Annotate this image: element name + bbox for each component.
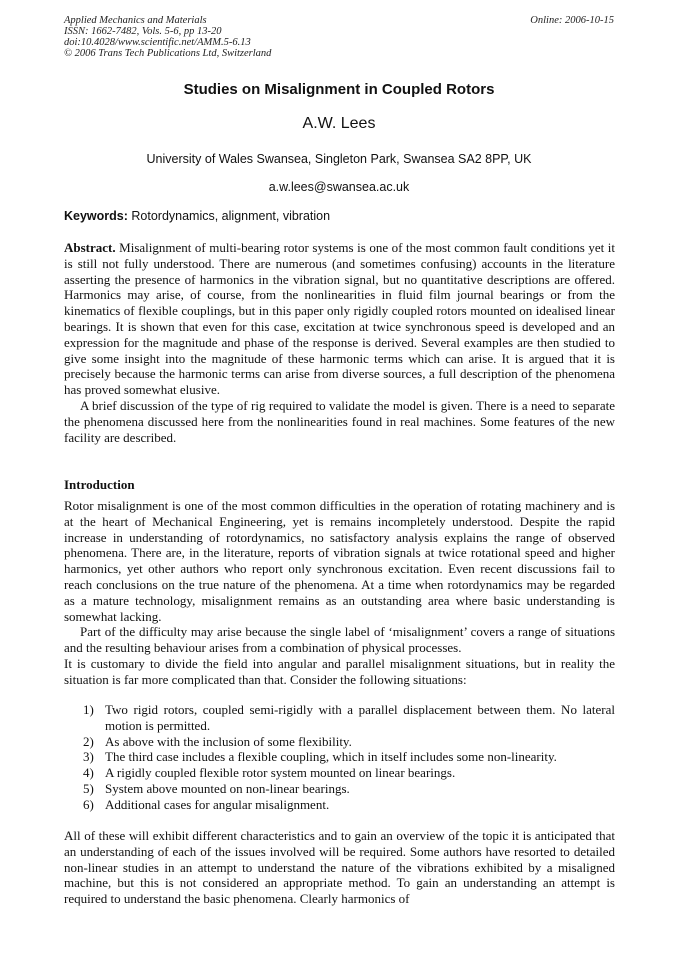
list-item-number: 5) [83, 780, 94, 796]
abstract-label: Abstract. [64, 240, 116, 255]
situations-list [64, 702, 615, 813]
list-item-number: 4) [83, 765, 94, 781]
closing-paragraph: All of these will exhibit different characteristics and to gain an overview of the topic it is anticipated that an understanding of each of the issues involved will be required. Some authors have resorted to detailed non-linear studies in an attempt to understand the nature of the vibrations exhibited by a misaligned machine, but this is not considered an appropriate method. To gain an understanding an attempt is required to understand the basic phenomena. Clearly harmonics of [64, 828, 615, 907]
journal-name: Applied Mechanics and Materials [64, 15, 207, 26]
abstract-paragraph-2: A brief discussion of the type of rig required to validate the model is given. There is a need to separate the phenomena discussed here from the nonlinearities found in real machines. Some features of the new facility are described. [64, 397, 615, 445]
introduction-heading: Introduction [64, 477, 135, 492]
online-date: Online: 2006-10-15 [530, 15, 614, 26]
list-item-number: 3) [83, 749, 94, 765]
list-item-text: System above mounted on non-linear bearings. [105, 780, 350, 796]
author-affiliation: University of Wales Swansea, Singleton Park, Swansea SA2 8PP, UK [146, 152, 532, 166]
list-item [64, 702, 615, 734]
abstract-text-1: Misalignment of multi-bearing rotor systems is one of the most common fault conditions yet it is still not fully understood. There are numerous (and sometimes confusing) accounts in the literature asserting the presence of harmonics in the vibration signal, but no quantitative descriptions are offered. Harmonics may arise, of course, from the nonlinearities in fluid film journal bearings or from the kinematics of flexible couplings, but in this paper only rigidly coupled rotors mounted on idealised linear bearings. It is shown that even for this case, excitation at twice synchronous speed is developed and an expression for the magnitude and phase of the response is derived. Several examples are then studied to give some insight into the magnitude of these harmonic terms which can arise. It is argued that it is precisely because the harmonic terms can arise from diverse sources, a full description of the phenomena has proved somewhat elusive. [64, 240, 615, 398]
list-item-number: 6) [83, 796, 94, 812]
journal-header [64, 15, 271, 59]
list-item [64, 734, 615, 750]
issn-line: ISSN: 1662-7482, Vols. 5-6, pp 13-20 [64, 26, 222, 37]
doi-line[interactable]: doi:10.4028/www.scientific.net/AMM.5-6.13 [64, 37, 251, 48]
list-item [64, 765, 615, 781]
list-item-text: A rigidly coupled flexible rotor system mounted on linear bearings. [105, 765, 456, 781]
list-item-text: Two rigid rotors, coupled semi-rigidly with a parallel displacement between them. No lateral motion is permitted. [105, 702, 615, 733]
abstract-section [64, 240, 615, 445]
list-item-number: 2) [83, 733, 94, 749]
list-item-text: The third case includes a flexible coupling, which in itself includes some non-linearity. [105, 749, 557, 765]
abstract-paragraph-1 [64, 240, 615, 398]
keywords-line [64, 209, 615, 223]
author-email[interactable]: a.w.lees@swansea.ac.uk [268, 180, 410, 194]
keywords-label: Keywords: [64, 209, 128, 223]
intro-paragraph-3: It is customary to divide the field into angular and parallel misalignment situations, but in reality the situation is far more complicated than that. Consider the following situations: [64, 655, 615, 687]
list-item-text: Additional cases for angular misalignment. [105, 796, 330, 812]
keywords-list: Rotordynamics, alignment, vibration [127, 209, 331, 223]
list-item-text: As above with the inclusion of some flexibility. [105, 733, 352, 749]
intro-paragraph-2: Part of the difficulty may arise because the single label of ‘misalignment’ covers a range of situations and the resulting behaviour arises from a combination of physical processes. [64, 624, 615, 656]
paper-author: A.W. Lees [302, 115, 376, 132]
copyright-line: © 2006 Trans Tech Publications Ltd, Switzerland [64, 48, 272, 59]
list-item [64, 781, 615, 797]
paper-title: Studies on Misalignment in Coupled Rotors [183, 81, 495, 98]
intro-paragraph-1: Rotor misalignment is one of the most common difficulties in the operation of rotating machinery and is at the heart of Mechanical Engineering, yet is remains incompletely understood. Despite the rapid increase in understanding of rotordynamics, no satisfactory analysis explains the range of observed phenomena. There are, in the literature, reports of vibration signals at twice rotational speed and higher harmonics, yet other authors who report only synchronous excitation. Even recent discussions fail to reach conclusions on the true nature of the phenomena. At a time when rotordynamics may be regarded as a mature technology, misalignment remains as an outstanding area where basic understanding is somewhat lacking. [64, 498, 615, 624]
list-item [64, 797, 615, 813]
introduction-section [64, 498, 615, 688]
list-item-number: 1) [83, 702, 94, 717]
list-item [64, 749, 615, 765]
closing-section [64, 828, 615, 907]
